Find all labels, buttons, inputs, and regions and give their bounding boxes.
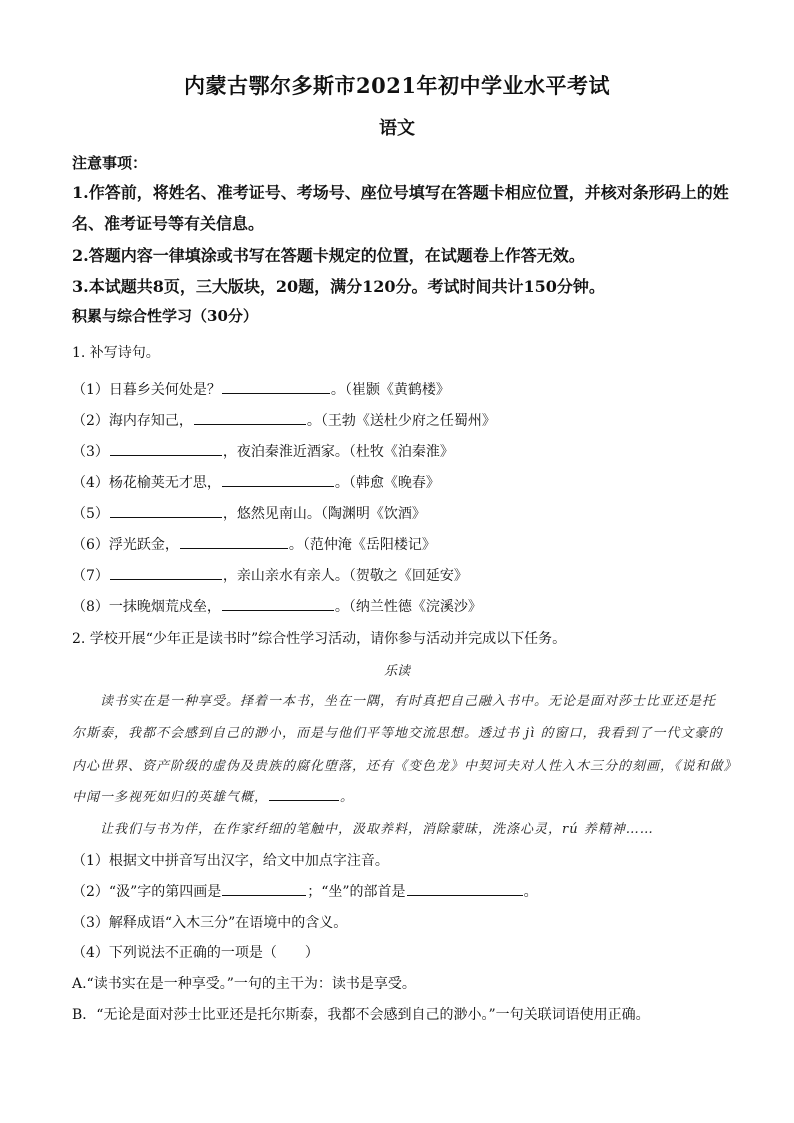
passage-line-1: 读书实在是一种享受。择着一本书，坐在一隅，有时真把自己融入书中。无论是面对莎士比亚还是托 <box>100 694 717 709</box>
passage-line-4 <box>72 786 722 805</box>
q2-task-3: （3）解释成语“入木三分”在语境中的含义。 <box>72 915 348 931</box>
q1-item-7-post: ，亲山亲水有亲人。（贺敬之《回延安》 <box>222 568 468 584</box>
answer-blank[interactable] <box>110 565 222 580</box>
passage-line-4-text: 中闻一多视死如归的英雄气概， <box>72 790 269 805</box>
answer-blank[interactable] <box>222 881 306 896</box>
passage-line-4-end: 。 <box>340 790 355 805</box>
q1-item-3 <box>72 441 454 461</box>
q1-item-2-post: 。（王勃《送杜少府之任蜀州》 <box>306 413 496 429</box>
passage-para-2: 让我们与书为伴，在作家纤细的笔触中，汲取养料，消除蒙昧，洗涤心灵，rú 养精神…… <box>100 822 654 837</box>
answer-blank[interactable] <box>180 534 288 549</box>
answer-blank[interactable] <box>407 881 523 896</box>
answer-blank[interactable] <box>222 379 330 394</box>
subject-title: 语文 <box>379 118 415 139</box>
q1-item-3-pre: （3） <box>72 444 109 460</box>
q1-item-1 <box>72 379 450 399</box>
q1-item-6-pre: （6）浮光跃金， <box>72 537 179 553</box>
q2-task-2-a: （2）“汲”字的第四画是 <box>72 884 222 900</box>
passage-title: 乐读 <box>383 664 410 679</box>
q2-task-2-b: ；“坐”的部首是 <box>307 884 406 900</box>
q1-item-5-post: ，悠然见南山。（陶渊明《饮酒》 <box>222 506 426 522</box>
answer-blank[interactable] <box>222 472 334 487</box>
answer-blank[interactable] <box>110 503 222 518</box>
q1-item-7 <box>72 565 468 585</box>
q2-task-4: （4）下列说法不正确的一项是（ ） <box>72 945 319 961</box>
q1-item-4-pre: （4）杨花榆荚无才思， <box>72 475 221 491</box>
q1-item-3-post: ，夜泊秦淮近酒家。（杜牧《泊秦淮》 <box>222 444 454 460</box>
q1-item-2-pre: （2）海内存知己， <box>72 413 193 429</box>
q1-item-8-post: 。（纳兰性德《浣溪沙》 <box>334 599 482 615</box>
passage-line-2: 尔斯泰，我都不会感到自己的渺小，而是与他们平等地交流思想。透过书 jì 的窗口，我看到了一代文豪的 <box>72 726 723 741</box>
notice-item-3: 3.本试题共8页，三大版块，20题，满分120分。考试时间共计150分钟。 <box>72 277 605 296</box>
q2-task-1: （1）根据文中拼音写出汉字，给文中加点字注音。 <box>72 853 389 869</box>
answer-blank[interactable] <box>269 786 339 801</box>
q1-item-1-pre: （1）日暮乡关何处是？ <box>72 382 221 398</box>
answer-blank[interactable] <box>222 596 334 611</box>
q1-item-4-post: 。（韩愈《晚春》 <box>334 475 440 491</box>
q1-prompt: 1. 补写诗句。 <box>72 345 160 361</box>
q1-item-5-pre: （5） <box>72 506 109 522</box>
q1-item-6 <box>72 534 436 554</box>
passage-line-3: 内心世界、资产阶级的虚伪及贵族的腐化堕落，还有《变色龙》中契诃夫对人性入木三分的刻画，《说和做》 <box>72 759 738 774</box>
q1-item-8 <box>72 596 482 616</box>
answer-blank[interactable] <box>110 441 222 456</box>
notice-heading: 注意事项： <box>72 154 148 172</box>
q1-item-4 <box>72 472 440 492</box>
exam-title: 内蒙古鄂尔多斯市2021年初中学业水平考试 <box>184 73 610 98</box>
q2-task-2-c: 。 <box>523 884 538 900</box>
q1-item-8-pre: （8）一抹晚烟荒戍垒， <box>72 599 221 615</box>
option-a: A.“读书实在是一种享受。”一句的主干为：读书是享受。 <box>72 976 416 992</box>
answer-blank[interactable] <box>194 410 306 425</box>
section-heading: 积累与综合性学习（30分） <box>72 307 258 325</box>
q1-item-2 <box>72 410 496 430</box>
q2-prompt: 2. 学校开展“少年正是读书时”综合性学习活动，请你参与活动并完成以下任务。 <box>72 631 567 647</box>
q1-item-6-post: 。（范仲淹《岳阳楼记》 <box>288 537 436 553</box>
notice-item-1a: 1.作答前，将姓名、准考证号、考场号、座位号填写在答题卡相应位置，并核对条形码上的姓 <box>72 183 729 202</box>
q1-item-5 <box>72 503 426 523</box>
notice-item-2: 2.答题内容一律填涂或书写在答题卡规定的位置，在试题卷上作答无效。 <box>72 246 585 265</box>
option-b: B．“无论是面对莎士比亚还是托尔斯泰，我都不会感到自己的渺小。”一句关联词语使用正确。 <box>72 1007 650 1023</box>
q1-item-7-pre: （7） <box>72 568 109 584</box>
q1-item-1-post: 。（崔颢《黄鹤楼》 <box>330 382 450 398</box>
notice-item-1b: 名、准考证号等有关信息。 <box>72 214 265 233</box>
q2-task-2 <box>72 881 538 901</box>
